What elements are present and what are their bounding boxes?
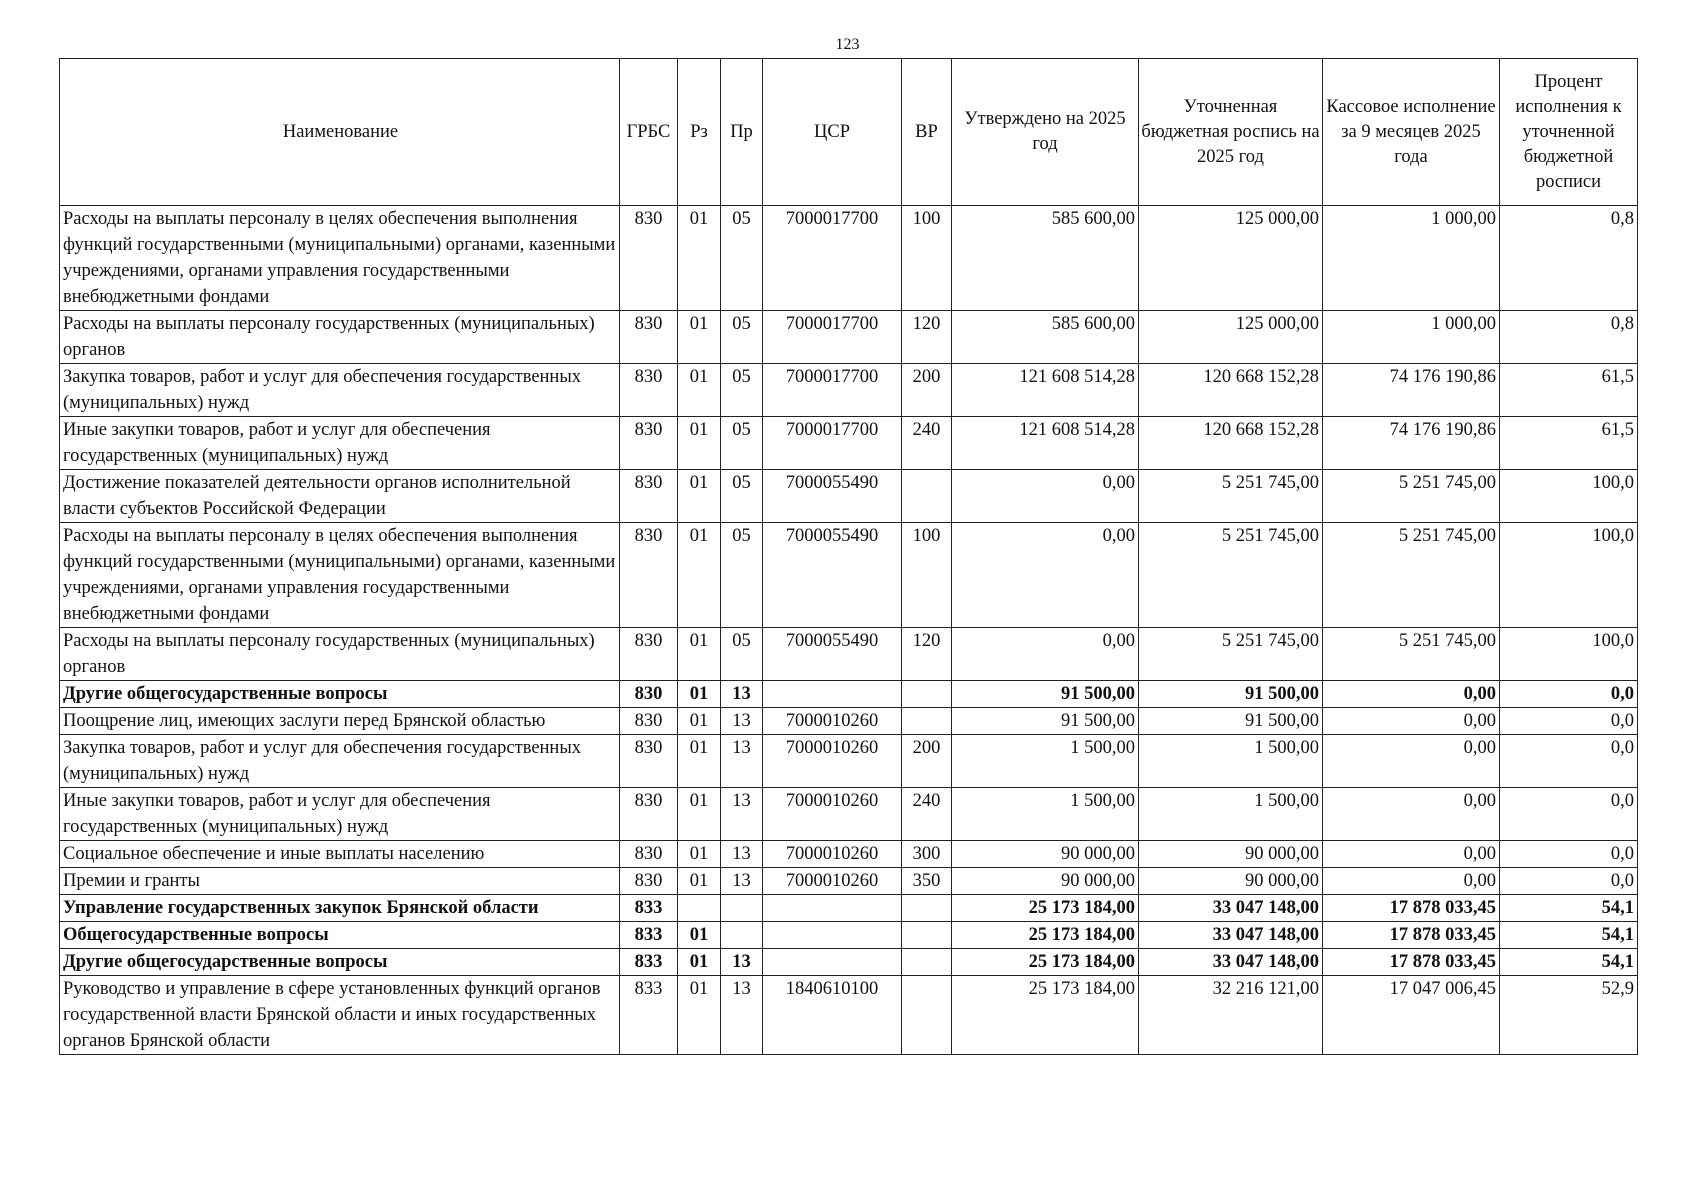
cell-grbs: 830 — [620, 681, 678, 708]
cell-approved: 25 173 184,00 — [952, 976, 1139, 1055]
cell-pr: 13 — [721, 735, 763, 788]
cell-rz: 01 — [678, 523, 721, 628]
cell-refined: 33 047 148,00 — [1139, 922, 1323, 949]
cell-percent: 61,5 — [1500, 417, 1638, 470]
cell-csr — [763, 895, 902, 922]
cell-name: Другие общегосударственные вопросы — [60, 949, 620, 976]
cell-refined: 5 251 745,00 — [1139, 628, 1323, 681]
table-row — [60, 735, 1638, 788]
cell-name: Общегосударственные вопросы — [60, 922, 620, 949]
table-row — [60, 841, 1638, 868]
cell-grbs: 833 — [620, 976, 678, 1055]
cell-refined: 33 047 148,00 — [1139, 949, 1323, 976]
cell-csr: 7000010260 — [763, 841, 902, 868]
cell-pr: 13 — [721, 868, 763, 895]
table-row — [60, 788, 1638, 841]
cell-approved: 121 608 514,28 — [952, 364, 1139, 417]
cell-percent: 61,5 — [1500, 364, 1638, 417]
cell-pr: 13 — [721, 681, 763, 708]
cell-vr: 100 — [902, 206, 952, 311]
table-row — [60, 311, 1638, 364]
table-row — [60, 470, 1638, 523]
cell-approved: 0,00 — [952, 470, 1139, 523]
cell-vr: 240 — [902, 788, 952, 841]
cell-approved: 25 173 184,00 — [952, 949, 1139, 976]
cell-pr: 13 — [721, 976, 763, 1055]
cell-vr: 350 — [902, 868, 952, 895]
cell-percent: 54,1 — [1500, 895, 1638, 922]
cell-csr: 7000010260 — [763, 868, 902, 895]
cell-grbs: 833 — [620, 895, 678, 922]
cell-csr: 7000010260 — [763, 735, 902, 788]
cell-refined: 125 000,00 — [1139, 311, 1323, 364]
cell-csr: 7000017700 — [763, 311, 902, 364]
cell-grbs: 830 — [620, 735, 678, 788]
cell-name: Иные закупки товаров, работ и услуг для обеспечения государственных (муниципальных) нужд — [60, 417, 620, 470]
cell-approved: 0,00 — [952, 628, 1139, 681]
table-header-row — [60, 59, 1638, 206]
cell-rz: 01 — [678, 735, 721, 788]
table-row — [60, 895, 1638, 922]
cell-vr — [902, 681, 952, 708]
table-row — [60, 681, 1638, 708]
budget-execution-table — [59, 58, 1638, 1055]
cell-csr: 7000017700 — [763, 417, 902, 470]
cell-executed: 1 000,00 — [1323, 311, 1500, 364]
table-row — [60, 628, 1638, 681]
cell-rz: 01 — [678, 868, 721, 895]
cell-approved: 1 500,00 — [952, 788, 1139, 841]
cell-rz: 01 — [678, 949, 721, 976]
cell-name: Иные закупки товаров, работ и услуг для обеспечения государственных (муниципальных) нужд — [60, 788, 620, 841]
cell-executed: 17 878 033,45 — [1323, 949, 1500, 976]
cell-refined: 32 216 121,00 — [1139, 976, 1323, 1055]
cell-csr: 7000017700 — [763, 206, 902, 311]
cell-rz: 01 — [678, 708, 721, 735]
cell-executed: 0,00 — [1323, 868, 1500, 895]
cell-approved: 91 500,00 — [952, 681, 1139, 708]
cell-vr — [902, 976, 952, 1055]
cell-name: Руководство и управление в сфере установленных функций органов государственной власти Брянской области и иных государственных органов Брянской области — [60, 976, 620, 1055]
cell-rz: 01 — [678, 628, 721, 681]
cell-name: Расходы на выплаты персоналу в целях обеспечения выполнения функций государственными (муниципальными) органами, казенными учреждениями, органами управления государственными внебюджетными фондами — [60, 523, 620, 628]
cell-refined: 33 047 148,00 — [1139, 895, 1323, 922]
header-percent: Процент исполнения к уточненной бюджетной росписи — [1500, 59, 1638, 206]
cell-executed: 5 251 745,00 — [1323, 523, 1500, 628]
header-vr: ВР — [902, 59, 952, 206]
cell-refined: 1 500,00 — [1139, 735, 1323, 788]
cell-refined: 90 000,00 — [1139, 841, 1323, 868]
table-row — [60, 922, 1638, 949]
header-rz: Рз — [678, 59, 721, 206]
cell-refined: 5 251 745,00 — [1139, 470, 1323, 523]
cell-name: Расходы на выплаты персоналу в целях обеспечения выполнения функций государственными (муниципальными) органами, казенными учреждениями, органами управления государственными внебюджетными фондами — [60, 206, 620, 311]
cell-vr: 300 — [902, 841, 952, 868]
header-approved: Утверждено на 2025 год — [952, 59, 1139, 206]
cell-grbs: 830 — [620, 628, 678, 681]
cell-percent: 0,8 — [1500, 206, 1638, 311]
cell-vr: 240 — [902, 417, 952, 470]
cell-grbs: 830 — [620, 841, 678, 868]
cell-approved: 25 173 184,00 — [952, 895, 1139, 922]
cell-percent: 54,1 — [1500, 949, 1638, 976]
cell-pr: 05 — [721, 417, 763, 470]
cell-name: Социальное обеспечение и иные выплаты населению — [60, 841, 620, 868]
cell-name: Достижение показателей деятельности органов исполнительной власти субъектов Российской Федерации — [60, 470, 620, 523]
cell-vr: 200 — [902, 735, 952, 788]
cell-approved: 25 173 184,00 — [952, 922, 1139, 949]
cell-pr: 05 — [721, 628, 763, 681]
cell-pr — [721, 922, 763, 949]
cell-percent: 0,0 — [1500, 788, 1638, 841]
cell-grbs: 830 — [620, 311, 678, 364]
cell-grbs: 833 — [620, 949, 678, 976]
cell-name: Расходы на выплаты персоналу государственных (муниципальных) органов — [60, 311, 620, 364]
cell-rz: 01 — [678, 417, 721, 470]
cell-grbs: 830 — [620, 788, 678, 841]
cell-pr: 05 — [721, 311, 763, 364]
cell-executed: 17 047 006,45 — [1323, 976, 1500, 1055]
cell-refined: 90 000,00 — [1139, 868, 1323, 895]
cell-grbs: 830 — [620, 868, 678, 895]
cell-executed: 5 251 745,00 — [1323, 628, 1500, 681]
cell-approved: 90 000,00 — [952, 841, 1139, 868]
cell-approved: 121 608 514,28 — [952, 417, 1139, 470]
cell-percent: 52,9 — [1500, 976, 1638, 1055]
cell-vr — [902, 895, 952, 922]
cell-grbs: 830 — [620, 523, 678, 628]
cell-vr: 200 — [902, 364, 952, 417]
cell-vr: 100 — [902, 523, 952, 628]
cell-percent: 0,0 — [1500, 708, 1638, 735]
cell-percent: 0,8 — [1500, 311, 1638, 364]
cell-refined: 5 251 745,00 — [1139, 523, 1323, 628]
cell-refined: 120 668 152,28 — [1139, 417, 1323, 470]
cell-pr: 13 — [721, 788, 763, 841]
cell-rz: 01 — [678, 311, 721, 364]
cell-pr: 13 — [721, 949, 763, 976]
cell-csr: 7000010260 — [763, 788, 902, 841]
header-pr: Пр — [721, 59, 763, 206]
cell-rz — [678, 895, 721, 922]
table-body — [60, 206, 1638, 1055]
cell-pr — [721, 895, 763, 922]
cell-csr: 7000055490 — [763, 470, 902, 523]
cell-percent: 0,0 — [1500, 841, 1638, 868]
table-row — [60, 976, 1638, 1055]
header-executed: Кассовое исполнение за 9 месяцев 2025 года — [1323, 59, 1500, 206]
cell-percent: 100,0 — [1500, 523, 1638, 628]
cell-approved: 90 000,00 — [952, 868, 1139, 895]
cell-grbs: 830 — [620, 470, 678, 523]
header-refined: Уточненная бюджетная роспись на 2025 год — [1139, 59, 1323, 206]
table-row — [60, 708, 1638, 735]
table-row — [60, 523, 1638, 628]
cell-rz: 01 — [678, 976, 721, 1055]
cell-rz: 01 — [678, 364, 721, 417]
cell-name: Управление государственных закупок Брянской области — [60, 895, 620, 922]
cell-name: Расходы на выплаты персоналу государственных (муниципальных) органов — [60, 628, 620, 681]
cell-vr: 120 — [902, 311, 952, 364]
cell-executed: 5 251 745,00 — [1323, 470, 1500, 523]
cell-pr: 05 — [721, 364, 763, 417]
cell-percent: 0,0 — [1500, 735, 1638, 788]
page-number: 123 — [835, 36, 860, 53]
cell-executed: 0,00 — [1323, 788, 1500, 841]
cell-rz: 01 — [678, 788, 721, 841]
cell-executed: 74 176 190,86 — [1323, 417, 1500, 470]
table-row — [60, 364, 1638, 417]
cell-approved: 1 500,00 — [952, 735, 1139, 788]
cell-csr — [763, 681, 902, 708]
cell-name: Другие общегосударственные вопросы — [60, 681, 620, 708]
cell-csr: 7000010260 — [763, 708, 902, 735]
table-row — [60, 949, 1638, 976]
cell-executed: 0,00 — [1323, 708, 1500, 735]
cell-percent: 100,0 — [1500, 628, 1638, 681]
cell-grbs: 830 — [620, 708, 678, 735]
cell-executed: 0,00 — [1323, 841, 1500, 868]
cell-refined: 125 000,00 — [1139, 206, 1323, 311]
table-row — [60, 868, 1638, 895]
cell-vr — [902, 922, 952, 949]
cell-name: Закупка товаров, работ и услуг для обеспечения государственных (муниципальных) нужд — [60, 364, 620, 417]
cell-rz: 01 — [678, 922, 721, 949]
cell-vr — [902, 708, 952, 735]
header-name: Наименование — [60, 59, 620, 206]
cell-pr: 05 — [721, 523, 763, 628]
cell-approved: 585 600,00 — [952, 311, 1139, 364]
cell-name: Премии и гранты — [60, 868, 620, 895]
header-grbs: ГРБС — [620, 59, 678, 206]
cell-executed: 0,00 — [1323, 735, 1500, 788]
table-row — [60, 206, 1638, 311]
cell-csr — [763, 949, 902, 976]
cell-executed: 1 000,00 — [1323, 206, 1500, 311]
cell-rz: 01 — [678, 681, 721, 708]
cell-grbs: 830 — [620, 206, 678, 311]
cell-refined: 91 500,00 — [1139, 708, 1323, 735]
cell-refined: 1 500,00 — [1139, 788, 1323, 841]
cell-rz: 01 — [678, 206, 721, 311]
cell-approved: 91 500,00 — [952, 708, 1139, 735]
cell-name: Поощрение лиц, имеющих заслуги перед Брянской областью — [60, 708, 620, 735]
cell-percent: 0,0 — [1500, 681, 1638, 708]
cell-executed: 17 878 033,45 — [1323, 895, 1500, 922]
cell-pr: 13 — [721, 708, 763, 735]
cell-grbs: 833 — [620, 922, 678, 949]
cell-csr — [763, 922, 902, 949]
cell-csr: 7000017700 — [763, 364, 902, 417]
cell-name: Закупка товаров, работ и услуг для обеспечения государственных (муниципальных) нужд — [60, 735, 620, 788]
cell-percent: 100,0 — [1500, 470, 1638, 523]
cell-refined: 120 668 152,28 — [1139, 364, 1323, 417]
cell-executed: 0,00 — [1323, 681, 1500, 708]
cell-percent: 54,1 — [1500, 922, 1638, 949]
cell-executed: 74 176 190,86 — [1323, 364, 1500, 417]
cell-percent: 0,0 — [1500, 868, 1638, 895]
cell-vr: 120 — [902, 628, 952, 681]
cell-rz: 01 — [678, 841, 721, 868]
cell-rz: 01 — [678, 470, 721, 523]
cell-pr: 05 — [721, 470, 763, 523]
cell-grbs: 830 — [620, 417, 678, 470]
cell-approved: 0,00 — [952, 523, 1139, 628]
cell-csr: 7000055490 — [763, 628, 902, 681]
cell-pr: 13 — [721, 841, 763, 868]
cell-approved: 585 600,00 — [952, 206, 1139, 311]
cell-csr: 1840610100 — [763, 976, 902, 1055]
cell-vr — [902, 470, 952, 523]
cell-grbs: 830 — [620, 364, 678, 417]
cell-refined: 91 500,00 — [1139, 681, 1323, 708]
cell-vr — [902, 949, 952, 976]
cell-executed: 17 878 033,45 — [1323, 922, 1500, 949]
header-csr: ЦСР — [763, 59, 902, 206]
cell-csr: 7000055490 — [763, 523, 902, 628]
cell-pr: 05 — [721, 206, 763, 311]
table-row — [60, 417, 1638, 470]
